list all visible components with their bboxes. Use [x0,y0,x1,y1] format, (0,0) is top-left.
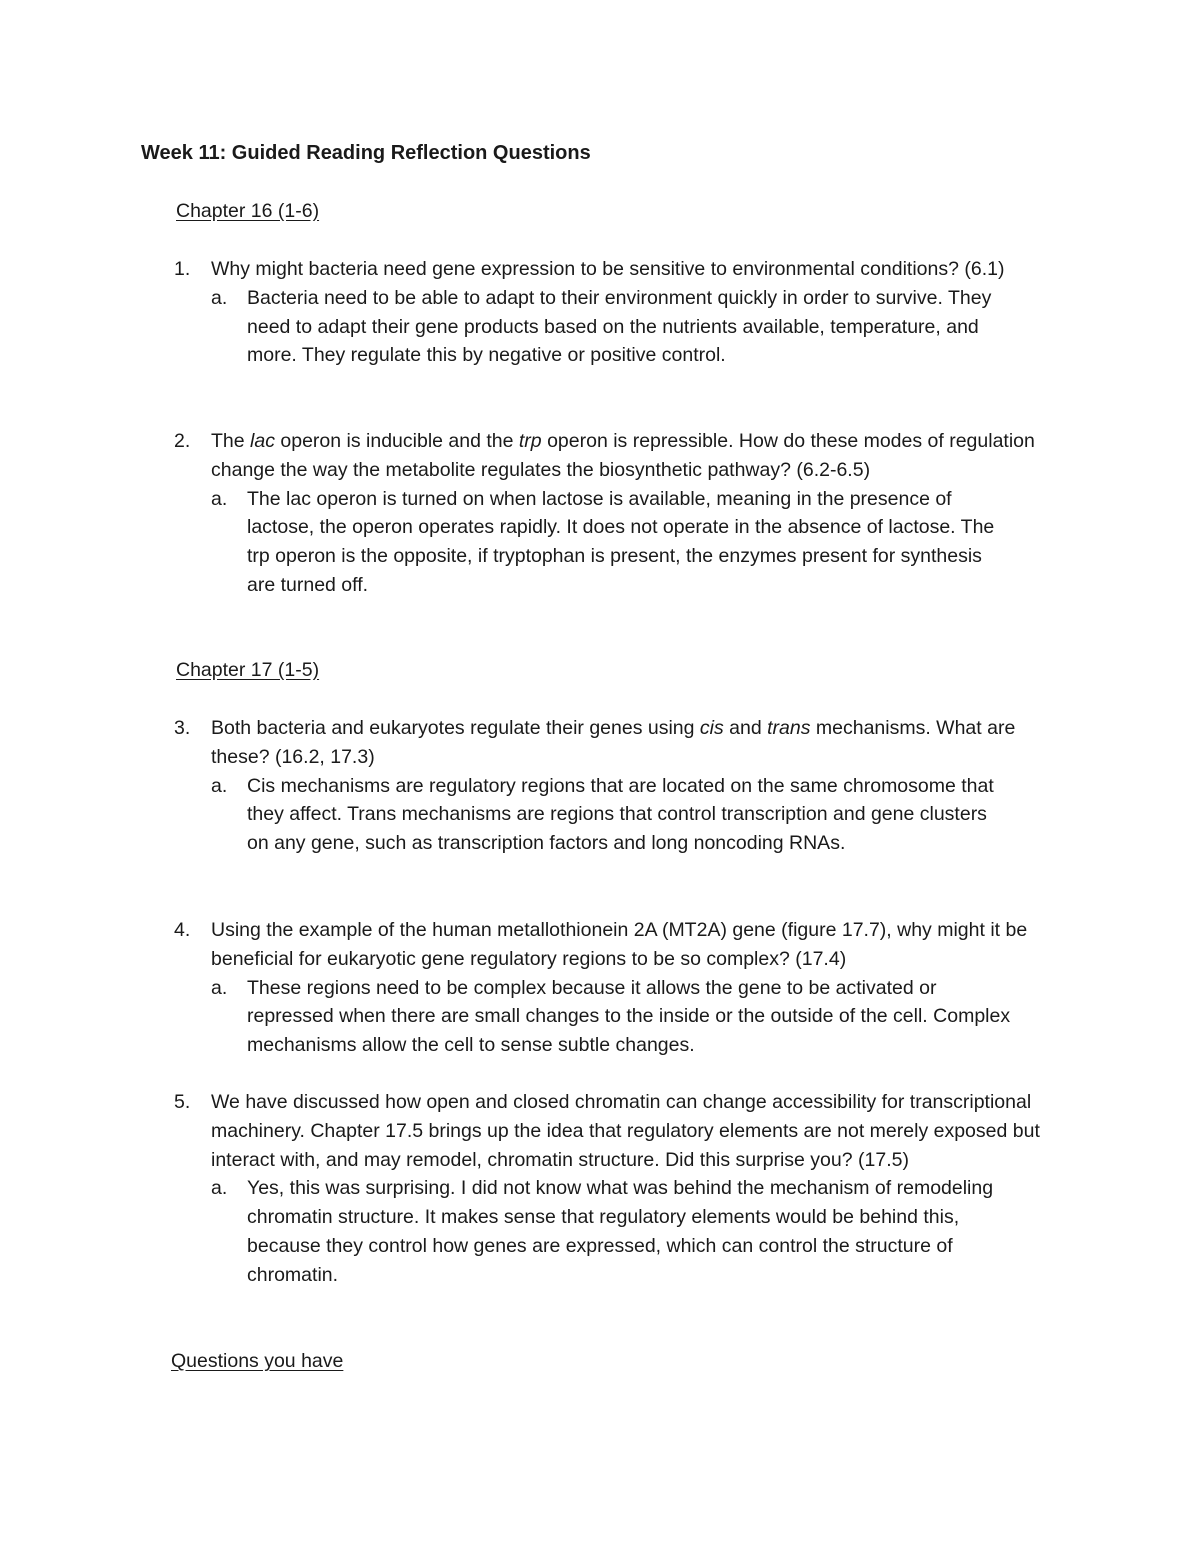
gene-name-lac: lac [250,430,275,452]
answer-text: These regions need to be complex because it allows the gene to be activated or repressed when there are small changes to the inside or the outside of the cell. Complex mechanisms allow the cell to sense subtle changes. [247,976,1011,1057]
question-1 [174,255,1074,370]
answer-1a [211,284,1074,370]
answer-text: The lac operon is turned on when lactose is available, meaning in the presence of lactose, the operon operates rapidly. It does not operate in the absence of lactose. The trp operon is the opposite, if tryptophan is present, the enzymes present for synthesis are turned off. [247,487,995,596]
section-heading-chapter-17: Chapter 17 (1-5) [176,659,320,681]
question-number: 2. [174,430,191,452]
gene-name-trp: trp [518,430,542,452]
term-cis: cis [699,717,724,739]
question-number: 1. [174,258,191,280]
question-text-part: operon is inducible and the [274,430,519,452]
document-title: Week 11: Guided Reading Reflection Questions [141,142,591,164]
question-text-part: operon is repressible. How do these modes of regulation change the way the metabolite regulates the biosynthetic pathway? (6.2-6.5) [211,430,1035,481]
question-text: We have discussed how open and closed chromatin can change accessibility for transcriptional machinery. Chapter 17.5 brings up the idea that regulatory elements are not merely exposed but interact with, and may remodel, chromatin structure. Did this surprise you? (17.5) [211,1091,1040,1171]
question-text-part: Both bacteria and eukaryotes regulate their genes using [211,717,700,739]
answer-text: Bacteria need to be able to adapt to their environment quickly in order to survive. They need to adapt their gene products based on the nutrients available, temperature, and more. They regulate this by negative or positive control. [247,286,992,367]
answer-5a [211,1174,1074,1289]
section-heading-questions-you-have: Questions you have [171,1350,344,1372]
question-number: 4. [174,919,191,941]
term-trans: trans [767,717,811,739]
question-number: 5. [174,1091,191,1113]
question-text-part: mechanisms. What are these? (16.2, 17.3) [211,717,1016,768]
question-text: Using the example of the human metallothionein 2A (MT2A) gene (figure 17.7), why might it be beneficial for eukaryotic gene regulatory regions to be so complex? (17.4) [211,919,1028,970]
question-number: 3. [174,717,191,739]
answer-letter: a. [211,487,228,510]
answer-text: Cis mechanisms are regulatory regions that are located on the same chromosome that they affect. Trans mechanisms are regions that control transcription and gene clusters on any gene, such as transcription factors and long noncoding RNAs. [247,774,994,855]
answer-letter: a. [211,976,228,999]
answer-letter: a. [211,1177,228,1200]
answer-4a [211,974,1074,1060]
answer-2a [211,485,1074,600]
answer-letter: a. [211,286,228,309]
question-text [211,427,1061,485]
question-4 [174,916,1074,1060]
answer-text: Yes, this was surprising. I did not know what was behind the mechanism of remodeling chromatin structure. It makes sense that regulatory elements would be behind this, because they control how genes are expressed, which can control the structure of chromatin. [247,1177,994,1286]
answer-3a [211,772,1074,858]
question-text-part: The [211,430,251,452]
question-text [211,714,1041,772]
answer-letter: a. [211,774,228,797]
question-3 [174,714,1074,858]
question-2 [174,427,1074,600]
question-text: Why might bacteria need gene expression to be sensitive to environmental conditions? (6.1) [211,258,1005,280]
section-heading-chapter-16: Chapter 16 (1-6) [176,200,320,222]
question-5 [174,1088,1074,1290]
question-text-part: and [723,717,768,739]
